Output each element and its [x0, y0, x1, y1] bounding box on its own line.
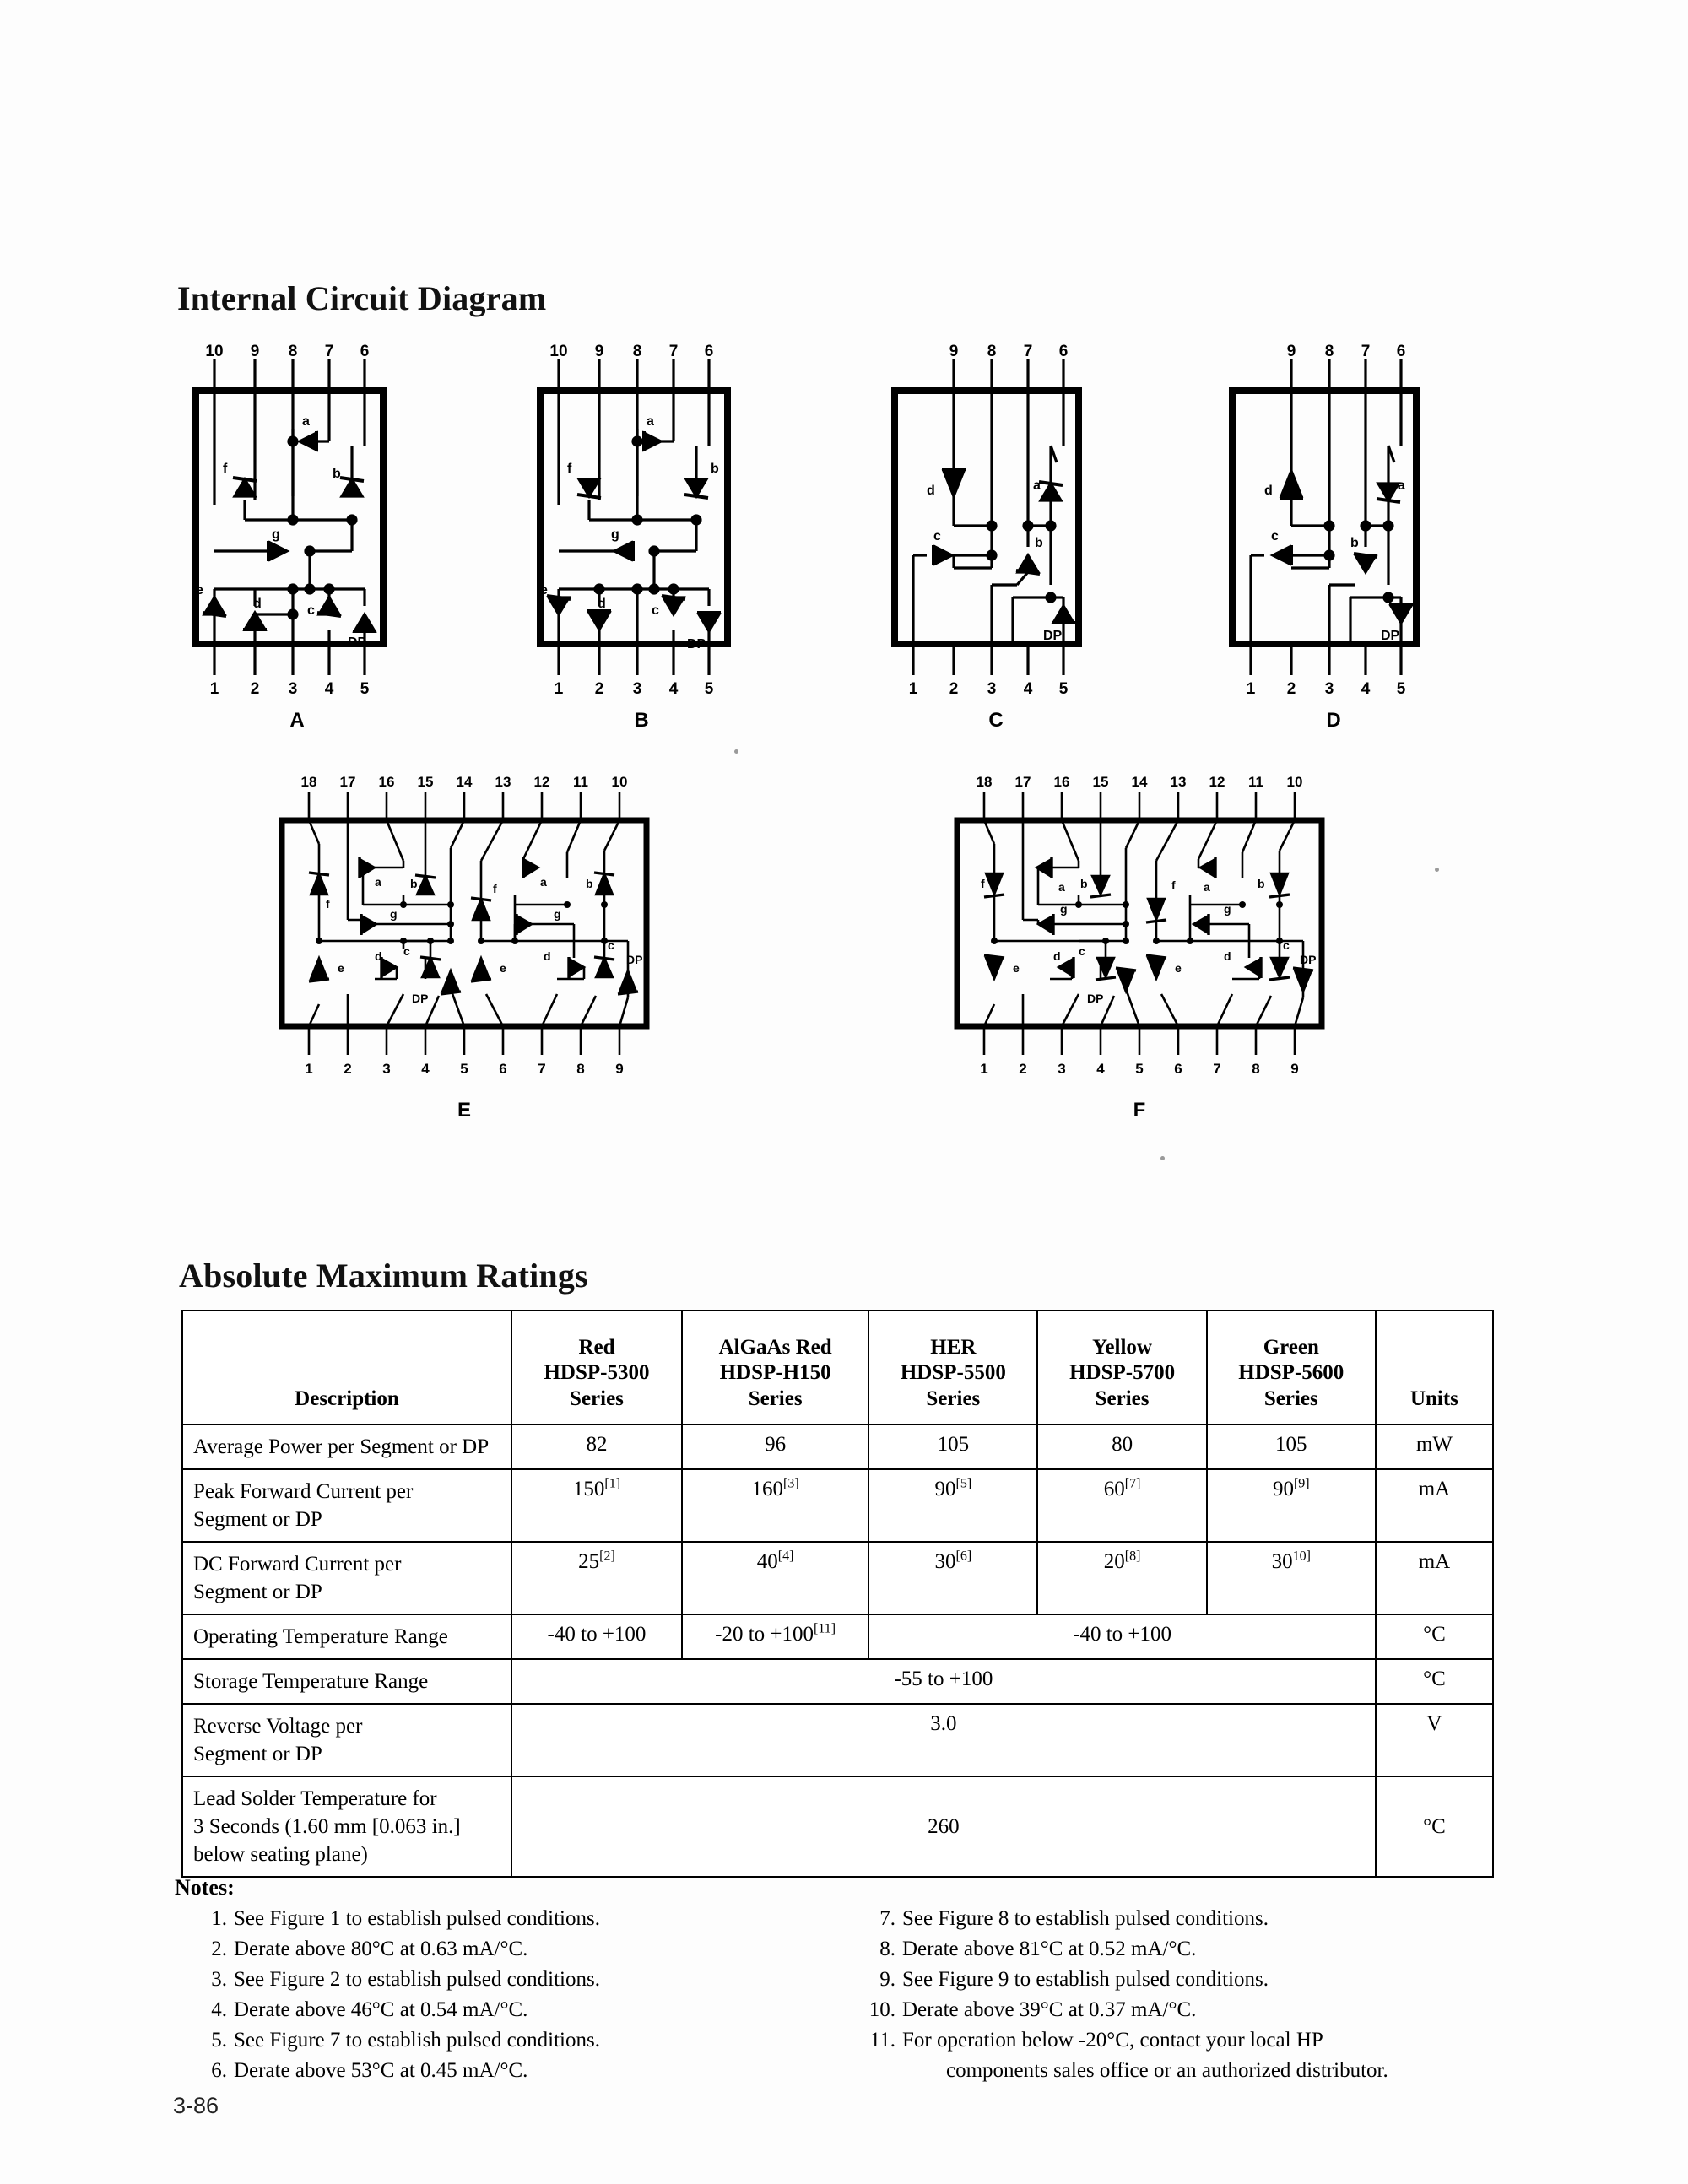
svg-text:f: f: [493, 882, 497, 895]
svg-text:8: 8: [576, 1061, 585, 1077]
cell-units: °C: [1376, 1614, 1493, 1659]
svg-text:a: a: [647, 414, 654, 429]
svg-text:d: d: [1053, 949, 1061, 963]
svg-text:7: 7: [668, 344, 679, 360]
cell-value: 82: [511, 1424, 682, 1469]
note-item: 9. See Figure 9 to establish pulsed conditions.: [879, 1968, 1269, 1991]
svg-text:3: 3: [1058, 1061, 1066, 1077]
svg-text:7: 7: [324, 344, 334, 360]
svg-text:1: 1: [980, 1061, 988, 1077]
svg-text:18: 18: [976, 774, 993, 790]
column-header-units: Units: [1376, 1311, 1493, 1424]
svg-text:b: b: [333, 467, 341, 481]
absolute-maximum-ratings-table: [181, 1310, 1494, 1878]
svg-text:2: 2: [344, 1061, 352, 1077]
svg-text:e: e: [540, 583, 548, 597]
cell-value: 20[8]: [1037, 1542, 1206, 1614]
column-header-her-5500: HER HDSP-5500 Series: [868, 1311, 1037, 1424]
svg-text:d: d: [253, 597, 262, 611]
cell-value: 260: [511, 1776, 1376, 1877]
circuit-label-d: D: [1326, 709, 1341, 732]
svg-text:DP: DP: [1087, 992, 1104, 1005]
svg-text:f: f: [567, 462, 572, 476]
svg-text:d: d: [598, 597, 606, 611]
scan-speck: [1160, 1156, 1165, 1160]
svg-text:3: 3: [987, 680, 997, 698]
circuit-label-f: F: [1133, 1099, 1146, 1122]
svg-text:1: 1: [908, 680, 918, 698]
cell-value: -55 to +100: [511, 1659, 1376, 1704]
svg-text:5: 5: [704, 680, 714, 698]
svg-text:2: 2: [594, 680, 604, 698]
scan-speck: [1435, 868, 1439, 872]
svg-text:3: 3: [1324, 680, 1334, 698]
svg-text:13: 13: [495, 774, 511, 790]
svg-text:c: c: [307, 603, 315, 618]
svg-text:5: 5: [460, 1061, 468, 1077]
row-label: Average Power per Segment or DP: [182, 1424, 511, 1469]
notes-title: Notes:: [175, 1875, 235, 1900]
svg-text:3: 3: [382, 1061, 391, 1077]
svg-text:g: g: [554, 907, 561, 921]
note-item: 3. See Figure 2 to establish pulsed conditions.: [211, 1968, 600, 1991]
svg-text:e: e: [1013, 961, 1020, 975]
circuit-label-a: A: [289, 709, 305, 732]
svg-text:7: 7: [1361, 344, 1371, 360]
svg-text:1: 1: [305, 1061, 313, 1077]
svg-text:8: 8: [987, 344, 997, 360]
svg-text:10: 10: [205, 344, 224, 360]
svg-text:9: 9: [615, 1061, 624, 1077]
cell-value: 90[5]: [868, 1469, 1037, 1542]
circuit-diagram-f: [945, 768, 1334, 1139]
row-label: Storage Temperature Range: [182, 1659, 511, 1704]
svg-text:DP: DP: [626, 953, 643, 966]
svg-text:d: d: [927, 484, 935, 498]
svg-text:f: f: [981, 877, 985, 890]
column-header-yellow-5700: Yellow HDSP-5700 Series: [1037, 1311, 1206, 1424]
note-item: 10. Derate above 39°C at 0.37 mA/°C.: [868, 1998, 1197, 2021]
svg-text:a: a: [1033, 478, 1041, 493]
circuit-diagram-b: [523, 344, 760, 766]
note-item: 11. For operation below -20°C, contact your local HP: [869, 2029, 1323, 2052]
svg-text:7: 7: [538, 1061, 546, 1077]
svg-text:a: a: [375, 875, 381, 889]
cell-value: 60[7]: [1037, 1469, 1206, 1542]
svg-text:11: 11: [1248, 774, 1263, 790]
cell-value: 30[6]: [868, 1542, 1037, 1614]
circuit-diagram-e: [270, 768, 658, 1139]
circuit-diagram-d: [1215, 344, 1452, 766]
svg-text:d: d: [1224, 949, 1231, 963]
svg-text:d: d: [375, 949, 382, 963]
svg-text:9: 9: [594, 344, 604, 360]
svg-text:10: 10: [1286, 774, 1303, 790]
svg-text:4: 4: [1023, 680, 1033, 698]
svg-text:DP: DP: [1300, 953, 1317, 966]
notes-column-right: [858, 1904, 1500, 2086]
svg-text:1: 1: [209, 680, 219, 698]
svg-text:4: 4: [1096, 1061, 1105, 1077]
svg-text:c: c: [652, 603, 659, 618]
svg-text:12: 12: [1209, 774, 1225, 790]
svg-text:DP: DP: [1381, 629, 1400, 643]
table-row: [182, 1424, 1493, 1469]
cell-value: 105: [868, 1424, 1037, 1469]
svg-text:e: e: [338, 961, 344, 975]
circuit-label-b: B: [634, 709, 649, 732]
svg-text:2: 2: [250, 680, 260, 698]
notes-section: [175, 1875, 1525, 2098]
svg-text:g: g: [272, 527, 280, 542]
cell-value: 40[4]: [682, 1542, 868, 1614]
svg-text:10: 10: [611, 774, 628, 790]
svg-text:2: 2: [1019, 1061, 1027, 1077]
cell-value: 25[2]: [511, 1542, 682, 1614]
svg-text:DP: DP: [687, 637, 706, 651]
svg-text:6: 6: [704, 344, 714, 360]
svg-text:12: 12: [533, 774, 550, 790]
row-label: DC Forward Current per Segment or DP: [182, 1542, 511, 1614]
svg-text:e: e: [196, 583, 203, 597]
cell-units: mA: [1376, 1542, 1493, 1614]
svg-text:11: 11: [573, 774, 588, 790]
table-row: [182, 1776, 1493, 1877]
table-row: [182, 1542, 1493, 1614]
svg-text:4: 4: [668, 680, 679, 698]
svg-text:4: 4: [1361, 680, 1371, 698]
svg-text:2: 2: [949, 680, 959, 698]
svg-text:DP: DP: [348, 635, 367, 650]
svg-text:c: c: [1283, 938, 1290, 952]
svg-text:16: 16: [1053, 774, 1070, 790]
svg-text:1: 1: [554, 680, 564, 698]
table-row: [182, 1469, 1493, 1542]
note-item: 7. See Figure 8 to establish pulsed conditions.: [879, 1907, 1269, 1930]
svg-text:8: 8: [632, 344, 642, 360]
svg-text:9: 9: [1290, 1061, 1299, 1077]
svg-text:c: c: [933, 529, 941, 543]
svg-text:9: 9: [250, 344, 260, 360]
cell-units: mA: [1376, 1469, 1493, 1542]
circuit-label-c: C: [988, 709, 1004, 732]
svg-text:1: 1: [1246, 680, 1256, 698]
svg-text:9: 9: [949, 344, 959, 360]
svg-text:b: b: [410, 877, 418, 890]
svg-text:a: a: [1398, 478, 1405, 493]
row-label: Operating Temperature Range: [182, 1614, 511, 1659]
note-item: 2. Derate above 80°C at 0.63 mA/°C.: [211, 1938, 528, 1960]
svg-text:g: g: [1060, 902, 1068, 916]
cell-units: °C: [1376, 1776, 1493, 1877]
circuit-diagram-a: [179, 344, 415, 766]
cell-units: °C: [1376, 1659, 1493, 1704]
table-header-row: [182, 1311, 1493, 1424]
svg-text:9: 9: [1286, 344, 1296, 360]
svg-text:14: 14: [1131, 774, 1148, 790]
note-item: 6. Derate above 53°C at 0.45 mA/°C.: [211, 2059, 528, 2082]
svg-text:DP: DP: [1043, 629, 1063, 643]
page-title-internal-circuit-diagram: Internal Circuit Diagram: [177, 279, 547, 317]
svg-text:7: 7: [1213, 1061, 1221, 1077]
cell-value: $30^{10]}$: [1207, 1542, 1376, 1614]
svg-text:e: e: [1175, 961, 1182, 975]
svg-text:g: g: [390, 907, 398, 921]
svg-text:5: 5: [360, 680, 370, 698]
svg-text:3: 3: [288, 680, 298, 698]
svg-text:7: 7: [1023, 344, 1033, 360]
notes-column-left: [190, 1904, 730, 2086]
circuit-diagram-c: [878, 344, 1114, 766]
cell-value: 160[3]: [682, 1469, 868, 1542]
svg-text:17: 17: [1014, 774, 1031, 790]
svg-text:5: 5: [1135, 1061, 1144, 1077]
svg-text:18: 18: [300, 774, 317, 790]
svg-text:8: 8: [1324, 344, 1334, 360]
svg-text:14: 14: [456, 774, 473, 790]
svg-text:16: 16: [378, 774, 395, 790]
svg-text:c: c: [608, 938, 614, 952]
table-row: [182, 1704, 1493, 1776]
svg-text:b: b: [1080, 877, 1088, 890]
svg-text:a: a: [1204, 880, 1210, 894]
svg-text:5: 5: [1396, 680, 1406, 698]
svg-text:f: f: [223, 462, 228, 476]
column-header-green-5600: Green HDSP-5600 Series: [1207, 1311, 1376, 1424]
column-header-algaas-red-h150: AlGaAs Red HDSP-H150 Series: [682, 1311, 868, 1424]
cell-value: -40 to +100: [511, 1614, 682, 1659]
table-row: [182, 1614, 1493, 1659]
cell-value: 150[1]: [511, 1469, 682, 1542]
column-header-description: Description: [182, 1311, 511, 1424]
svg-text:6: 6: [360, 344, 370, 360]
svg-text:6: 6: [1058, 344, 1069, 360]
cell-units: V: [1376, 1704, 1493, 1776]
svg-text:f: f: [1171, 878, 1176, 892]
svg-text:4: 4: [421, 1061, 430, 1077]
svg-text:b: b: [1258, 877, 1265, 890]
svg-text:2: 2: [1286, 680, 1296, 698]
svg-text:DP: DP: [412, 992, 429, 1005]
svg-text:5: 5: [1058, 680, 1069, 698]
svg-text:6: 6: [1396, 344, 1406, 360]
svg-text:c: c: [1271, 529, 1279, 543]
svg-text:d: d: [1264, 484, 1273, 498]
svg-text:8: 8: [1252, 1061, 1260, 1077]
svg-text:b: b: [1350, 536, 1359, 550]
note-item: 4. Derate above 46°C at 0.54 mA/°C.: [211, 1998, 528, 2021]
note-item: 1. See Figure 1 to establish pulsed conditions.: [211, 1907, 600, 1930]
svg-text:6: 6: [1174, 1061, 1182, 1077]
svg-text:c: c: [403, 944, 410, 958]
svg-text:b: b: [586, 877, 593, 890]
svg-text:15: 15: [1092, 774, 1109, 790]
row-label: Lead Solder Temperature for 3 Seconds (1.60 mm [0.063 in.] below seating plane): [182, 1776, 511, 1877]
svg-text:3: 3: [632, 680, 642, 698]
column-header-red-5300: Red HDSP-5300 Series: [511, 1311, 682, 1424]
cell-value: -40 to +100: [868, 1614, 1376, 1659]
page-title-absolute-maximum-ratings: Absolute Maximum Ratings: [179, 1257, 588, 1295]
svg-text:a: a: [540, 875, 547, 889]
svg-text:10: 10: [549, 344, 568, 360]
cell-value: 96: [682, 1424, 868, 1469]
svg-text:b: b: [711, 462, 719, 476]
cell-value: -20 to +100[11]: [682, 1614, 868, 1659]
svg-text:b: b: [1035, 536, 1043, 550]
note-item: 8. Derate above 81°C at 0.52 mA/°C.: [879, 1938, 1197, 1960]
cell-value: 80: [1037, 1424, 1206, 1469]
svg-text:6: 6: [499, 1061, 507, 1077]
cell-value: 105: [1207, 1424, 1376, 1469]
scan-speck: [734, 749, 738, 754]
cell-value: 3.0: [511, 1704, 1376, 1776]
svg-text:d: d: [544, 949, 551, 963]
svg-text:4: 4: [324, 680, 334, 698]
svg-text:a: a: [1058, 880, 1065, 894]
note-item-continuation: components sales office or an authorized distributor.: [946, 2059, 1388, 2082]
page-number: 3-86: [173, 2093, 219, 2118]
cell-units: mW: [1376, 1424, 1493, 1469]
svg-text:15: 15: [417, 774, 434, 790]
row-label: Peak Forward Current per Segment or DP: [182, 1469, 511, 1542]
svg-text:g: g: [611, 527, 619, 542]
cell-value: 90[9]: [1207, 1469, 1376, 1542]
svg-text:f: f: [326, 897, 330, 911]
svg-text:c: c: [1079, 944, 1085, 958]
circuit-label-e: E: [457, 1099, 471, 1122]
svg-text:a: a: [302, 414, 310, 429]
svg-text:17: 17: [339, 774, 356, 790]
svg-text:13: 13: [1170, 774, 1187, 790]
svg-text:g: g: [1224, 902, 1231, 916]
note-item: 5. See Figure 7 to establish pulsed conditions.: [211, 2029, 600, 2052]
svg-text:e: e: [500, 961, 506, 975]
table-row: [182, 1659, 1493, 1704]
svg-text:8: 8: [288, 344, 298, 360]
row-label: Reverse Voltage per Segment or DP: [182, 1704, 511, 1776]
